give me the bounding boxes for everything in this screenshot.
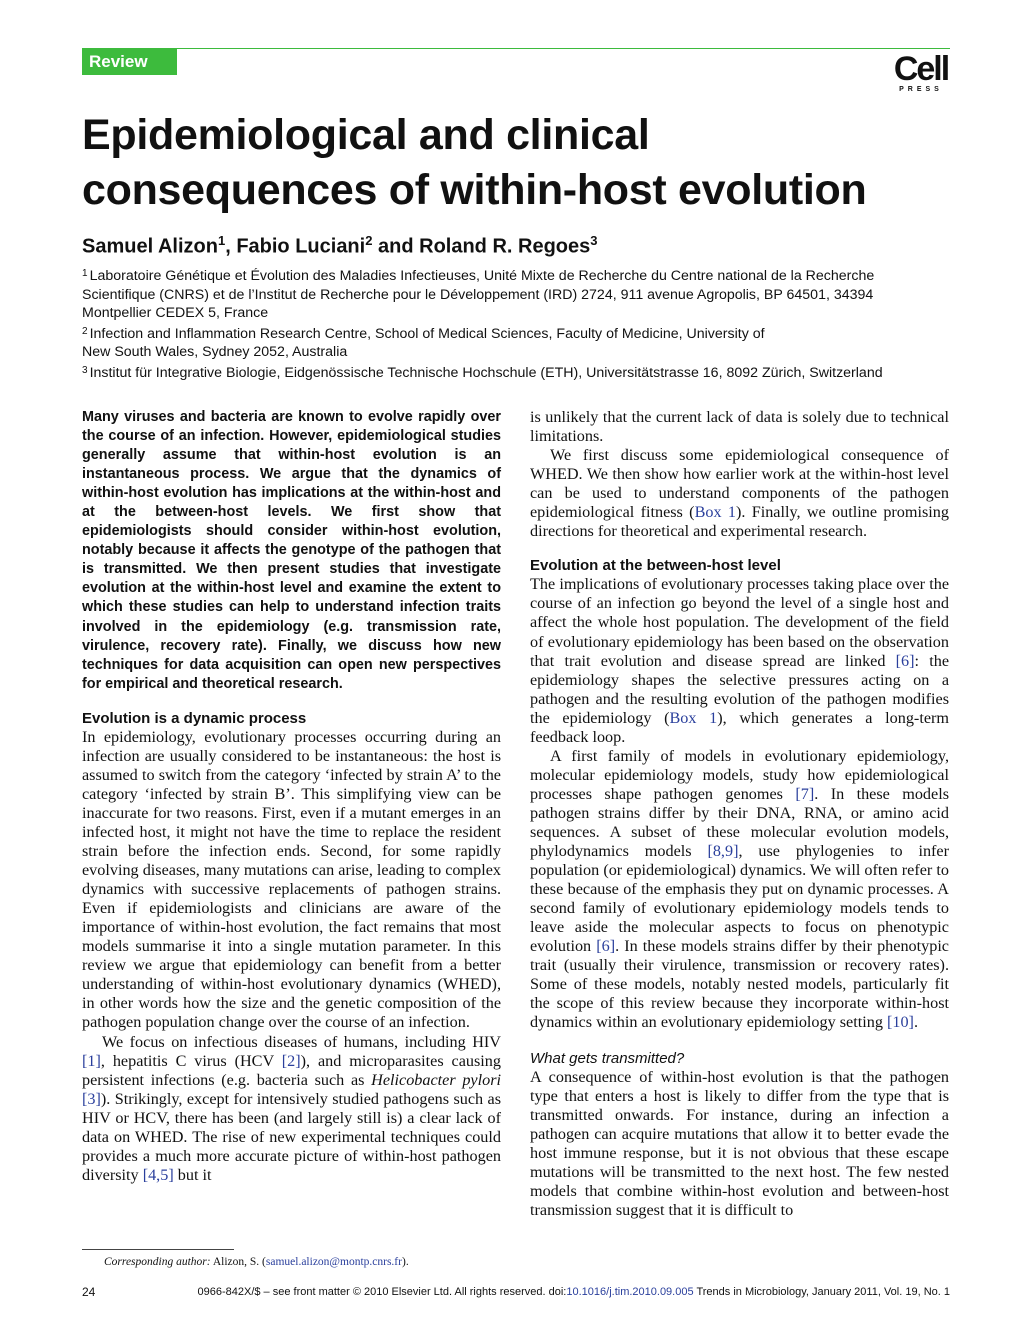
header-rule	[177, 48, 950, 49]
text-run: , use phylogenies to infer population (or epidemiological) dynamics. We will often refer to these because of the emphasis they put on dynamic processes. A second family of evolutionary epidemiology models tends to leave aside the molecular aspects to focus on phenotypic evolution	[530, 842, 950, 956]
issn-text: 0966-842X/$ – see front matter © 2010 Elsevier Ltd. All rights reserved. doi:	[197, 1286, 567, 1298]
body-paragraph: A consequence of within-host evolution is that the pathogen type that enters a host is likely to differ from the type that is transmitted onwards. For instance, during an infection a pathogen can acquire mutations that allow it to better evade the host immune response, but it is not obvious that these escape mutations will be transmitted to the next host. The few nested models that combine within-host evolution and between-host transmission suggest that it is difficult to	[530, 1067, 949, 1219]
cell-press-logo	[890, 52, 952, 96]
text-run: but it	[173, 1165, 212, 1184]
affiliation-number: 1	[82, 268, 88, 279]
citation-link[interactable]: [7]	[795, 784, 815, 803]
affiliation-text: Laboratoire Génétique et Évolution des Maladies Infectieuses, Unité Mixte de Recherche du Centre national de la Recherche	[89, 268, 875, 284]
text-run: : the epidemiology shapes the selective pressures acting on a pathogen and the resulting evolution of the pathogen modifies the epidemiology (	[530, 651, 950, 727]
affiliation-text: Montpellier CEDEX 5, France	[82, 305, 269, 321]
footnote-label: Corresponding author:	[104, 1256, 211, 1268]
page-number: 24	[82, 1285, 96, 1299]
citation-link[interactable]: [6]	[596, 937, 616, 956]
text-run: ), and microparasites causing persistent infections (e.g. bacteria such as	[82, 1051, 501, 1089]
affiliation-text: Scientifique (CNRS) et de l’Institut de Recherche pour le Développement (IRD) 2724, 911 avenue Agropolis, BP 64501, 34394	[82, 286, 874, 303]
left-column	[82, 408, 501, 1185]
text-run: We focus on infectious diseases of humans, including HIV	[102, 1032, 501, 1051]
text-run: The implications of evolutionary processes taking place over the course of an infection go beyond the level of a single host and affect the whole host population. The development of the field of evolutionary epidemiology has been based on the observation that trait evolution and disease spread are linked	[530, 575, 949, 670]
text-run: . In these models pathogen strains differ by their DNA, RNA, or amino acid sequences. A subset of these molecular evolution models, phylodynamics models	[530, 784, 950, 861]
footer-info	[198, 1284, 951, 1300]
footnote-rule	[82, 1249, 234, 1250]
affiliation-number: 2	[82, 325, 88, 337]
author-separator: and	[372, 235, 420, 258]
citation-link[interactable]: [3]	[82, 1089, 101, 1108]
species-name: Helicobacter pylori	[371, 1070, 501, 1089]
box-link[interactable]: Box 1	[669, 708, 718, 727]
citation-link[interactable]: [2]	[281, 1051, 301, 1070]
corresponding-author-footnote	[104, 1255, 524, 1269]
text-run: ). Finally, we outline promising directions for theoretical and experimental research.	[530, 503, 949, 541]
text-run: . In these models strains differ by their phenotypic trait (usually their virulence, transmission or recovery rates). Some of these models, notably nested models, particularly fit the scope of this review because they incorporate within-host dynamics within an evolutionary epidemiology setting	[530, 937, 949, 1032]
author-separator: ,	[225, 235, 237, 258]
citation-link[interactable]: [8,9]	[707, 842, 739, 861]
author-affiliation-number: 3	[590, 233, 598, 248]
subsection-heading: What gets transmitted?	[530, 1049, 685, 1067]
affiliation-text: Infection and Inflammation Research Centre, School of Medical Sciences, Faculty of Medicine, University of	[89, 325, 765, 342]
section-heading: Evolution at the between-host level	[530, 557, 781, 575]
body-paragraph	[530, 575, 949, 746]
affiliation-text: Institut für Integrative Biologie, Eidgenössische Technische Hochschule (ETH), Universitätstrasse 16, 8092 Zürich, Switzerland	[89, 364, 883, 381]
body-paragraph	[530, 747, 949, 1033]
author-name: Fabio Luciani	[236, 235, 366, 258]
email-link[interactable]: samuel.alizon@montp.cnrs.fr	[265, 1256, 402, 1268]
body-paragraph: In epidemiology, evolutionary processes occurring during an infection are usually considered to be instantaneous: the host is assumed to switch from the category ‘infected by strain A’ to the category ‘infected by strain B’. This simplifying view can be inaccurate for two reasons. First, even if a mutant emerges in an infected host, it might not have the time to replace the resident strain before the infection ends. Second, for some rapidly evolving diseases, many mutations can arise, leading to complex dynamics with successive replacements of pathogen strains. Even if epidemiologists and clinicians are aware of the importance of within-host evolution, the fact remains that most models summarise it into a single mutation parameter. In this review we argue that epidemiology can benefit from a better understanding of within-host evolutionary dynamics (WHED), in other words how the size and the genetic composition of the pathogen population change over the course of an infection.	[82, 727, 501, 1032]
affiliation-item	[82, 362, 962, 383]
journal-info: Trends in Microbiology, January 2011, Vol. 19, No. 1	[693, 1286, 950, 1298]
author-list	[82, 226, 962, 262]
box-link[interactable]: Box 1	[694, 503, 736, 522]
citation-link[interactable]: [10]	[886, 1013, 914, 1032]
text-run: .	[913, 1013, 918, 1032]
affiliations	[82, 265, 962, 382]
abstract: Many viruses and bacteria are known to evolve rapidly over the course of an infection. However, epidemiological studies generally assume that within-host evolution is an instantaneous process. We argue that the dynamics of within-host evolution has implications at the within-host and at the between-host levels. We first show that epidemiologists should consider within-host evolution, notably because it affects the genotype of the pathogen that is transmitted. We then present studies that investigate evolution at the within-host level and examine the extent to which these studies can help to understand infection traits involved in the epidemiology (e.g. transmission rate, virulence, recovery rate). Finally, we discuss how new techniques for data acquisition can open new perspectives for empirical and theoretical research.	[82, 409, 501, 692]
text-run: A first family of models in evolutionary epidemiology, molecular epidemiology models, study how epidemiological processes shape pathogen genomes	[530, 746, 949, 803]
right-column	[530, 408, 949, 1220]
author-affiliation-number: 2	[365, 233, 373, 248]
body-paragraph	[530, 446, 949, 541]
text-run: ), which generates a long-term feedback loop.	[530, 708, 949, 746]
title-line: consequences of within-host evolution	[82, 166, 867, 214]
footnote-name: Alizon, S. (	[210, 1256, 266, 1268]
article-title	[82, 108, 962, 218]
affiliation-text: New South Wales, Sydney 2052, Australia	[82, 344, 348, 360]
text-run: We first discuss some epidemiological consequence of WHED. We then show how earlier work at the within-host level can be used to understand components of the pathogen epidemiological fitness (	[530, 446, 949, 522]
text-run: , hepatitis C virus (HCV	[100, 1051, 282, 1070]
citation-link[interactable]: [4,5]	[142, 1165, 174, 1184]
affiliation-item	[82, 323, 962, 362]
doi-link[interactable]: 10.1016/j.tim.2010.09.005	[566, 1286, 694, 1298]
author-affiliation-number: 1	[217, 233, 226, 248]
affiliation-item	[82, 265, 962, 323]
body-paragraph: is unlikely that the current lack of data is solely due to technical limitations.	[530, 408, 949, 446]
logo-sub: PRESS	[899, 86, 943, 93]
page-footer	[82, 1284, 950, 1300]
citation-link[interactable]: [6]	[895, 651, 915, 670]
footnote-end: ).	[401, 1256, 409, 1268]
section-heading: Evolution is a dynamic process	[82, 709, 307, 727]
text-run: ). Strikingly, except for intensively studied pathogens such as HIV or HCV, there has been (and largely still is) a clear lack of data on WHED. The rise of new experimental techniques could provides a much more accurate picture of within-host pathogen diversity	[82, 1089, 501, 1184]
body-paragraph	[82, 1033, 501, 1185]
logo-word: Cell	[893, 50, 949, 88]
title-line: Epidemiological and clinical	[82, 111, 650, 159]
section-tag: Review	[82, 48, 177, 75]
affiliation-number: 3	[82, 364, 88, 376]
citation-link[interactable]: [1]	[82, 1051, 101, 1070]
author-name: Samuel Alizon	[82, 235, 218, 258]
author-name: Roland R. Regoes	[419, 235, 591, 258]
